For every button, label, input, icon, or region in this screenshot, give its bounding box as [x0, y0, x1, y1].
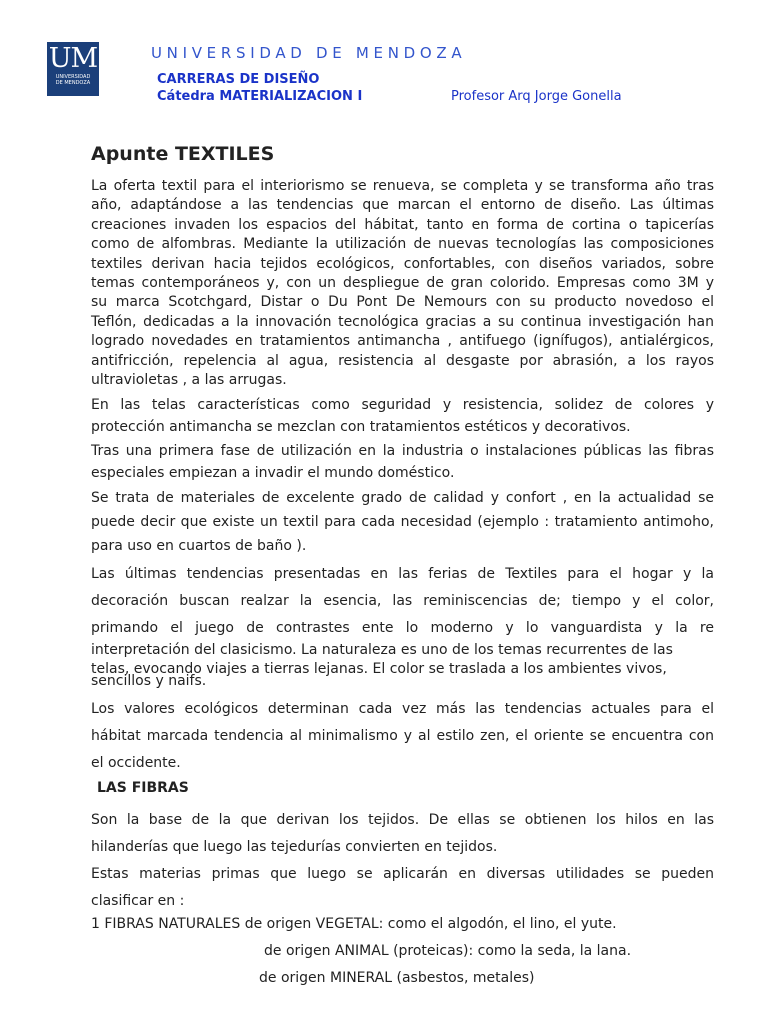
page-title: Apunte TEXTILES [91, 143, 275, 165]
paragraph-8 [91, 861, 714, 915]
paragraph-3 [91, 440, 714, 484]
paragraph-line: clasificar en : [91, 893, 185, 909]
paragraph-line: ultravioletas , a las arrugas. [91, 372, 287, 389]
paragraph-7 [91, 807, 714, 861]
paragraph-5-line-5: telas, evocando viajes a tierras lejanas. El color se traslada a los ambientes vivos, [91, 661, 667, 677]
paragraph-line: Se trata de materiales de excelente grado de calidad y confort , en la actualidad se [91, 490, 714, 506]
paragraph-line: el occidente. [91, 755, 181, 771]
list-item-animal: de origen ANIMAL (proteicas): como la seda, la lana. [264, 943, 632, 959]
list-item-vegetal: 1 FIBRAS NATURALES de origen VEGETAL: como el algodón, el lino, el yute. [91, 916, 617, 932]
paragraph-line: Estas materias primas que luego se aplicarán en diversas utilidades se pueden [91, 866, 714, 882]
paragraph-line: protección antimancha se mezclan con tratamientos estéticos y decorativos. [91, 419, 631, 435]
paragraph-line: Los valores ecológicos determinan cada vez más las tendencias actuales para el [91, 701, 714, 717]
paragraph-line: textiles derivan hacia tejidos ecológicos, confortables, con diseños variados, sobre [91, 255, 714, 272]
logo-text: UM [48, 43, 98, 74]
paragraph-line: temas contemporáneos y, con un despliegue de gran colorido. Empresas como 3M y [91, 275, 714, 292]
paragraph-5-line-4: interpretación del clasicismo. La naturaleza es uno de los temas recurrentes de las [91, 642, 673, 658]
paragraph-line: logrado novedades en tratamientos antimancha , antifuego (ignífugos), antialérgicos, [91, 333, 714, 350]
paragraph-4 [91, 486, 714, 558]
logo-subtext-1: UNIVERSIDAD [55, 74, 91, 80]
catedra-heading: Cátedra MATERIALIZACION I [157, 89, 363, 104]
logo-subtext-2: DE MENDOZA [55, 80, 91, 86]
paragraph-2 [91, 394, 714, 438]
paragraph-6 [91, 696, 714, 777]
paragraph-line: La oferta textil para el interiorismo se renueva, se completa y se transforma año tras [91, 178, 714, 194]
paragraph-line: año, adaptándose a las tendencias que marcan el entorno de diseño. Las últimas [91, 197, 714, 214]
profesor-name: Profesor Arq Jorge Gonella [451, 89, 622, 104]
paragraph-line: decoración buscan realzar la esencia, las reminiscencias de; tiempo y el color, [91, 593, 714, 609]
paragraph-line: Las últimas tendencias presentadas en las ferias de Textiles para el hogar y la [91, 566, 714, 582]
paragraph-line: primando el juego de contrastes ente lo moderno y lo vanguardista y la re [91, 620, 714, 636]
paragraph-line: hilanderías que luego las tejedurías convierten en tejidos. [91, 839, 498, 855]
carreras-heading: CARRERAS DE DISEÑO [157, 72, 320, 87]
university-logo [47, 42, 99, 96]
paragraph-line: hábitat marcada tendencia al minimalismo y al estilo zen, el oriente se encuentra con [91, 728, 714, 744]
paragraph-1 [91, 177, 714, 390]
paragraph-line: Son la base de la que derivan los tejidos. De ellas se obtienen los hilos en las [91, 812, 714, 828]
paragraph-line: su marca Scotchgard, Distar o Du Pont De Nemours con su producto novedoso el [91, 294, 714, 311]
paragraph-5 [91, 561, 714, 642]
paragraph-line: Teflón, dedicadas a la innovación tecnológica gracias a su continua investigación han [91, 313, 714, 330]
list-item-mineral: de origen MINERAL (asbestos, metales) [259, 970, 535, 986]
section-heading-fibras: LAS FIBRAS [97, 780, 189, 796]
paragraph-line: especiales empiezan a invadir el mundo doméstico. [91, 465, 455, 481]
paragraph-line: para uso en cuartos de baño ). [91, 538, 307, 554]
paragraph-line: creaciones invaden los espacios del hábitat, tanto en forma de cortina o tapicerías [91, 216, 714, 233]
paragraph-line: Tras una primera fase de utilización en la industria o instalaciones públicas las fibras [91, 443, 714, 459]
paragraph-5-line-6: sencillos y naifs. [91, 673, 207, 689]
paragraph-line: como de alfombras. Mediante la utilización de nuevas tecnologías las composiciones [91, 236, 714, 253]
paragraph-line: En las telas características como seguridad y resistencia, solidez de colores y [91, 397, 714, 413]
paragraph-line: puede decir que existe un textil para cada necesidad (ejemplo : tratamiento antimoho, [91, 514, 714, 530]
university-name: UNIVERSIDAD DE MENDOZA [151, 44, 467, 62]
paragraph-line: antifricción, repelencia al agua, resistencia al desgaste por abrasión, a los rayos [91, 352, 714, 369]
